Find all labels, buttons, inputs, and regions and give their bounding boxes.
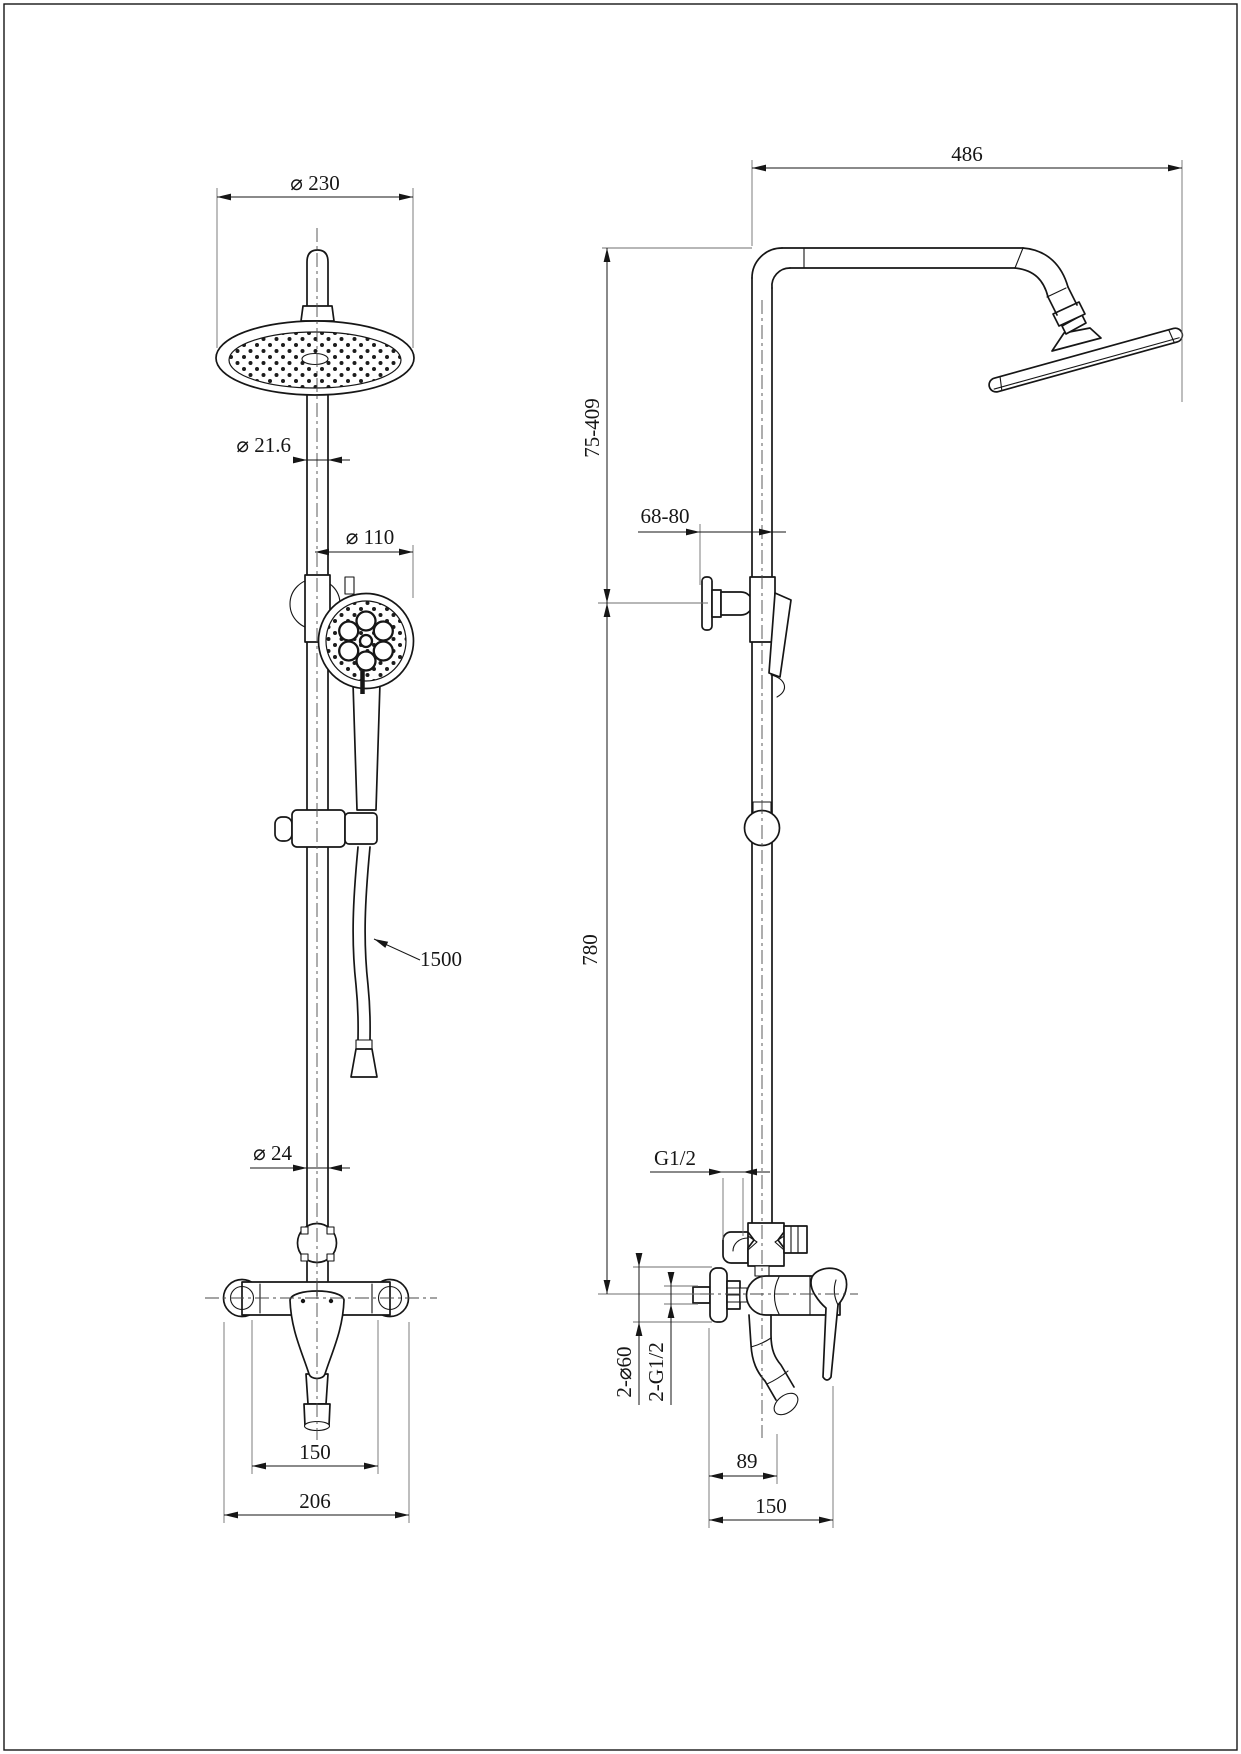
shower-head-side (987, 302, 1183, 394)
shower-column-pipe-front (301, 250, 334, 1283)
wall-flange-side (702, 577, 712, 630)
wall-shaft-side (693, 1287, 710, 1303)
diverter-knob-side (784, 1226, 807, 1253)
shower-hose-front (351, 847, 377, 1077)
dim-flange-diameter: 2-⌀60 (612, 1346, 636, 1398)
front-view (216, 250, 414, 1431)
side-view (693, 248, 1184, 1419)
dim-upper-adjustment: 75-409 (580, 398, 604, 458)
dim-spout-reach: 89 (736, 1449, 758, 1473)
hose-end-fitting (351, 1049, 377, 1077)
dim-head-diameter: ⌀ 230 (290, 171, 340, 195)
drawing-frame (4, 4, 1237, 1750)
side-dimensions (578, 142, 1182, 1528)
hand-shower-front (319, 594, 414, 811)
slider-holder-front (275, 810, 377, 847)
dim-mounting-centers: 150 (299, 1440, 331, 1464)
dim-inlet-thread: G1/2 (654, 1146, 696, 1170)
dim-arm-reach: 486 (951, 142, 983, 166)
mixer-side (693, 1268, 847, 1419)
diverter-tee-side (723, 1223, 807, 1276)
dim-body-depth: 150 (755, 1494, 787, 1518)
shower-arm-and-pipe-side (752, 248, 1077, 1223)
dim-hose-length: 1500 (420, 947, 462, 971)
inlet-elbow-side (723, 1232, 748, 1263)
dim-body-width: 206 (299, 1489, 331, 1513)
head-connector-nut-front (301, 306, 334, 321)
dim-pipe-diameter: ⌀ 21.6 (236, 433, 291, 457)
mixer-handle-side (811, 1268, 847, 1380)
mixer-front (224, 1280, 409, 1431)
rain-shower-head-front (216, 321, 414, 395)
dim-connection-thread: 2-G1/2 (644, 1342, 668, 1402)
head-mount-boss-side (1052, 328, 1101, 351)
mixer-wall-flange-side (710, 1268, 727, 1322)
hand-shower-handle-front (353, 683, 380, 810)
dim-hand-shower-diameter: ⌀ 110 (345, 525, 395, 549)
wall-bracket-side (702, 577, 753, 630)
dim-column-height: 780 (578, 934, 602, 966)
dim-bracket-offset: 68-80 (640, 504, 690, 528)
dim-lower-pipe-diameter: ⌀ 24 (253, 1141, 292, 1165)
mixer-spout-side (749, 1315, 802, 1419)
